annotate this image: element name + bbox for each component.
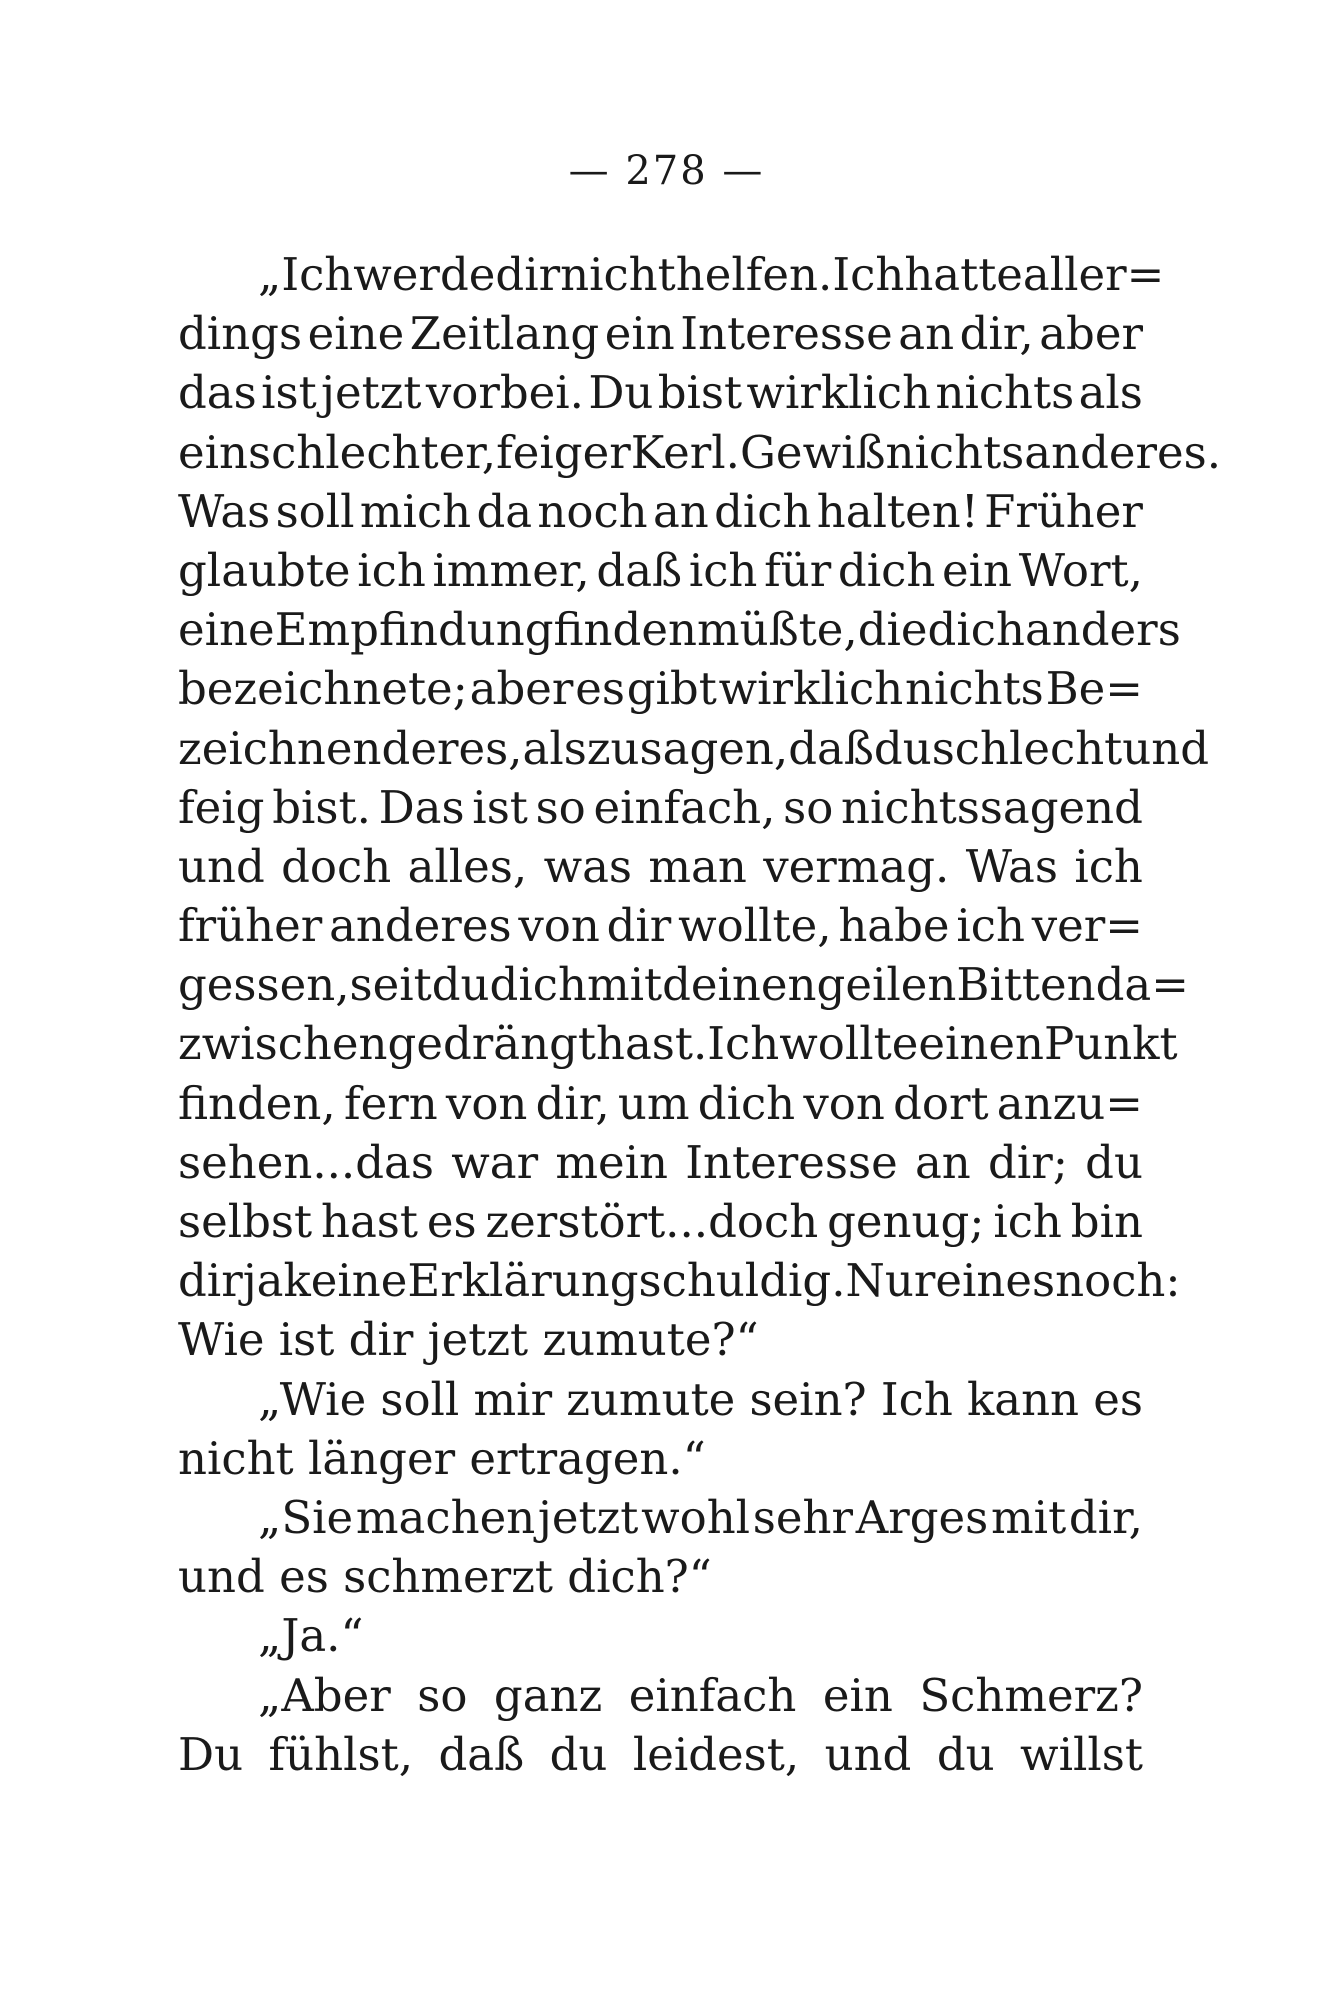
text-line <box>178 482 1143 541</box>
word: Interesse <box>685 1135 898 1189</box>
word: habe <box>838 899 950 953</box>
text-line <box>178 1488 1143 1547</box>
word: finden <box>553 603 697 657</box>
text-line <box>178 541 1143 600</box>
word: noch: <box>1055 1254 1181 1308</box>
word: Du <box>178 1727 244 1781</box>
text-line <box>178 1014 1178 1073</box>
word: Was <box>178 484 271 538</box>
text-line <box>178 245 1165 304</box>
word: wirklich <box>746 366 932 420</box>
word: du <box>549 1727 608 1781</box>
word: an <box>914 1135 971 1189</box>
word: Be= <box>1045 662 1143 716</box>
word: bin <box>1070 1195 1143 1248</box>
text-line: nicht länger ertragen.“ <box>178 1431 706 1485</box>
word: einfach <box>628 1668 797 1722</box>
word: anzu= <box>996 1076 1143 1130</box>
word: so <box>417 1668 468 1722</box>
word: kann <box>966 1372 1080 1426</box>
word: ja <box>242 1254 284 1308</box>
word: mit <box>991 1490 1067 1544</box>
text-line <box>178 1666 1143 1725</box>
word: dings <box>178 307 303 361</box>
word: dir <box>606 899 672 953</box>
text-line <box>178 778 1143 837</box>
body-text <box>178 245 1222 1784</box>
word: es <box>575 662 625 716</box>
text-line: und es schmerzt dich?“ <box>178 1550 712 1604</box>
word: und <box>824 1727 912 1781</box>
word: dir; <box>988 1135 1068 1189</box>
word: anders <box>1024 603 1181 657</box>
word: Gewiß <box>739 425 886 479</box>
word: du <box>1085 1135 1143 1189</box>
word: dir, <box>535 1076 610 1130</box>
word: halten! <box>816 484 979 538</box>
word: zu <box>586 721 640 775</box>
word: fern <box>343 1076 438 1130</box>
word: eines <box>935 1254 1056 1308</box>
word: ganz <box>493 1668 603 1722</box>
text-line: Wie ist dir jetzt zumute?“ <box>178 1313 759 1367</box>
word: Wort, <box>1018 543 1143 597</box>
word: dich <box>697 1076 796 1130</box>
word: Erklärung <box>407 1254 639 1308</box>
word: feiger <box>496 425 631 479</box>
word: helfen. <box>675 248 833 301</box>
word: dir <box>495 248 561 301</box>
text-line <box>178 955 1189 1014</box>
word: Nur <box>845 1254 936 1308</box>
word: wirklich <box>718 662 904 716</box>
word: noch <box>537 484 648 538</box>
word: eine <box>178 603 275 657</box>
word: „Aber <box>258 1668 391 1722</box>
word: dich <box>714 484 812 538</box>
page-number: — 278 — <box>568 148 765 194</box>
word: ist <box>472 780 528 834</box>
text-line <box>178 600 1181 659</box>
word: machen <box>355 1490 536 1544</box>
word: an <box>652 484 709 538</box>
word: du <box>936 1727 995 1781</box>
word: zeichnenderes, <box>178 721 523 775</box>
word: war <box>451 1135 539 1189</box>
word: sagen, <box>639 721 789 775</box>
word: Das <box>378 780 465 834</box>
word: nichts <box>905 662 1044 716</box>
word: „Ich <box>258 248 354 301</box>
text-line <box>178 896 1143 955</box>
word: sehr <box>752 1490 854 1544</box>
word: Früher <box>984 484 1143 538</box>
word: werde <box>353 248 496 301</box>
word: was <box>543 839 633 893</box>
word: das <box>178 366 257 420</box>
word: daß <box>788 721 874 775</box>
word: da <box>476 484 533 538</box>
word: gedrängt <box>387 1017 596 1071</box>
word: ich <box>357 543 426 597</box>
word: dich <box>927 603 1025 657</box>
word: eine <box>307 307 405 361</box>
word: da= <box>1095 958 1189 1012</box>
word: gessen, <box>178 958 350 1012</box>
text-line <box>178 1370 1143 1429</box>
word: sehen...das <box>178 1135 434 1189</box>
word: nichts <box>885 425 1025 479</box>
word: von <box>518 899 600 953</box>
word: bist <box>657 366 743 420</box>
word: schlecht <box>931 721 1123 775</box>
word: es <box>1093 1372 1143 1426</box>
word: soll <box>380 1372 460 1426</box>
word: ist <box>261 366 317 420</box>
word: bezeichnete; <box>178 662 468 716</box>
word: dir, <box>959 307 1034 361</box>
word: du <box>431 958 490 1012</box>
word: Empfindung <box>274 603 554 657</box>
word: genug; <box>827 1195 985 1248</box>
text-line <box>178 1725 1143 1784</box>
text-line <box>178 1251 1181 1310</box>
word: ein <box>604 307 675 361</box>
text-line <box>178 719 1210 778</box>
word: immer, <box>432 543 590 597</box>
word: mich <box>359 484 472 538</box>
word: von <box>445 1076 528 1130</box>
word: ich <box>688 543 758 597</box>
word: Interesse <box>680 307 893 361</box>
word: dort <box>893 1076 989 1130</box>
word: einfach, <box>593 780 776 834</box>
word: daß <box>596 543 683 597</box>
text-line <box>178 304 1143 363</box>
word: es <box>426 1195 477 1248</box>
word: und <box>178 839 265 893</box>
word: aber <box>1039 307 1143 361</box>
word: Ich <box>832 248 905 301</box>
word: daß <box>438 1727 525 1781</box>
word: zumute <box>566 1372 736 1426</box>
text-line: „Ja.“ <box>258 1609 364 1663</box>
word: selbst <box>178 1195 313 1248</box>
word: man <box>648 839 747 893</box>
word: an <box>898 307 955 361</box>
word: wohl <box>641 1490 751 1544</box>
word: hast <box>320 1195 418 1248</box>
word: seit <box>349 958 432 1012</box>
word: einen <box>918 1017 1044 1071</box>
word: so <box>535 780 586 834</box>
word: deinen <box>662 958 817 1012</box>
word: feig <box>178 780 265 834</box>
word: und <box>1122 721 1210 775</box>
word: vorbei. <box>425 366 584 420</box>
word: mit <box>586 958 663 1012</box>
word: gibt <box>626 662 717 716</box>
word: früher <box>178 899 323 953</box>
word: doch <box>281 839 392 893</box>
word: zwischen <box>178 1017 388 1071</box>
word: leidest, <box>632 1727 800 1781</box>
word: ich <box>1074 839 1143 893</box>
word: „Sie <box>258 1490 354 1544</box>
word: Ich <box>707 1017 780 1071</box>
word: Kerl. <box>630 425 740 479</box>
word: jetzt <box>537 1490 639 1544</box>
word: willst <box>1020 1727 1143 1781</box>
word: ich <box>956 899 1025 953</box>
word: müßte, <box>696 603 858 657</box>
word: dich <box>837 543 936 597</box>
word: finden, <box>178 1076 336 1130</box>
word: dir, <box>1068 1490 1143 1544</box>
word: glaubte <box>178 543 351 597</box>
word: wollte, <box>678 899 832 953</box>
word: fühlst, <box>268 1727 413 1781</box>
word: dich <box>489 958 587 1012</box>
word: Ich <box>880 1372 953 1426</box>
word: nichts <box>935 366 1075 420</box>
word: um <box>617 1076 690 1130</box>
word: wollte <box>779 1017 919 1071</box>
word: geilen <box>816 958 957 1012</box>
word: mir <box>473 1372 553 1426</box>
word: soll <box>275 484 355 538</box>
word: als <box>1078 366 1143 420</box>
word: Arges <box>855 1490 989 1544</box>
word: keine <box>283 1254 408 1308</box>
word: ein <box>942 543 1013 597</box>
word: mein <box>555 1135 669 1189</box>
word: von <box>803 1076 885 1130</box>
word: hatte <box>904 248 1023 301</box>
word: schuldig. <box>638 1254 846 1308</box>
word: anderes <box>329 899 512 953</box>
word: bist. <box>272 780 371 834</box>
word: nichtssagend <box>841 780 1143 834</box>
word: dir <box>178 1254 243 1308</box>
word: Schmerz? <box>919 1668 1143 1722</box>
word: hast. <box>595 1017 708 1071</box>
word: Was <box>965 839 1058 893</box>
word: zerstört...doch <box>485 1195 819 1248</box>
word: nicht <box>560 248 676 301</box>
word: ver= <box>1031 899 1143 953</box>
word: die <box>857 603 928 657</box>
word: Du <box>588 366 654 420</box>
word: schlechter, <box>248 425 497 479</box>
word: so <box>783 780 834 834</box>
text-line <box>178 1074 1143 1133</box>
word: als <box>522 721 587 775</box>
word: Zeitlang <box>409 307 600 361</box>
word: Punkt <box>1043 1017 1178 1071</box>
word: vermag. <box>763 839 950 893</box>
text-line <box>178 363 1143 422</box>
text-line <box>178 659 1143 718</box>
word: aber <box>469 662 574 716</box>
word: aller= <box>1022 248 1165 301</box>
word: ein <box>178 425 249 479</box>
word: Bitten <box>956 958 1096 1012</box>
text-line <box>178 1133 1143 1192</box>
word: alles, <box>407 839 528 893</box>
word: für <box>764 543 832 597</box>
word: jetzt <box>321 366 422 420</box>
text-line <box>178 1192 1143 1251</box>
text-line <box>178 837 1143 896</box>
word: ein <box>822 1668 893 1722</box>
word: du <box>873 721 932 775</box>
word: anderes. <box>1024 425 1222 479</box>
word: „Wie <box>258 1372 367 1426</box>
text-line <box>178 423 1222 482</box>
word: ich <box>993 1195 1062 1248</box>
word: sein? <box>749 1372 867 1426</box>
